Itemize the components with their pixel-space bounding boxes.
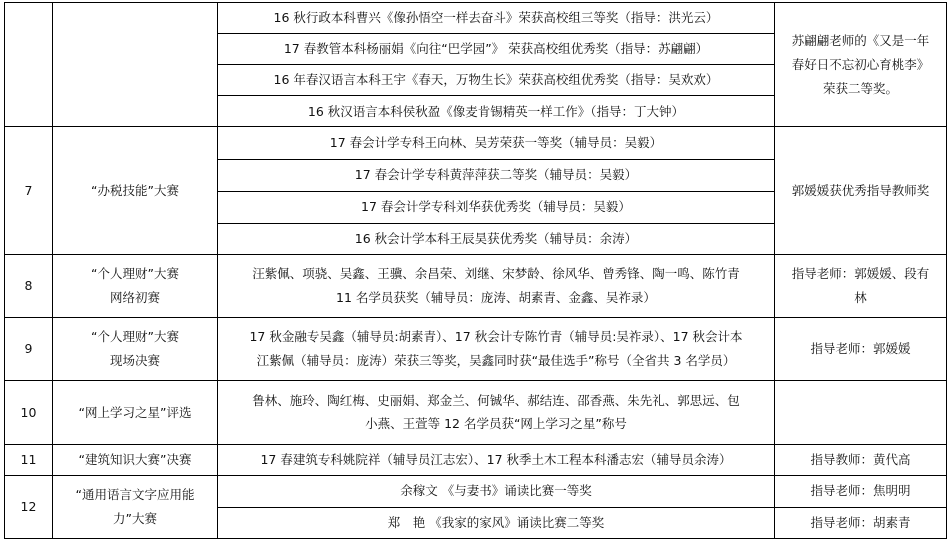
teacher-line: 郭媛媛获优秀指导教师奖 xyxy=(791,182,930,198)
competition-line: “办税技能”大赛 xyxy=(91,182,179,198)
detail-cell: 郑 艳 《我家的家风》诵读比赛二等奖 xyxy=(218,507,775,538)
detail-cell: 17 春会计学专科黄萍萍获二等奖（辅导员：吴毅） xyxy=(218,159,775,191)
detail-cell: 16 秋会计学本科王辰昊获优秀奖（辅导员：余涛） xyxy=(218,223,775,254)
table-row xyxy=(5,475,947,507)
table-row xyxy=(5,444,947,475)
detail-line: 鲁林、施玲、陶红梅、史丽娟、郑金兰、何铖华、郝结连、邵香燕、朱先礼、郭思远、包 xyxy=(252,392,740,408)
teacher-line: 指导老师：郭媛媛、段有 xyxy=(791,266,930,282)
teacher-cell xyxy=(775,444,947,475)
detail-line: 小燕、王萱等 12 名学员获“网上学习之星”称号 xyxy=(365,416,627,432)
competition-cell xyxy=(53,127,218,254)
table-row xyxy=(5,318,947,381)
table-row xyxy=(5,381,947,444)
teacher-cell xyxy=(775,254,947,317)
competition-line: 力”大赛 xyxy=(113,510,157,526)
row-number-cell: 7 xyxy=(5,127,53,254)
detail-cell: 余稼文 《与妻书》诵读比赛一等奖 xyxy=(218,475,775,507)
teacher-cell: 指导老师：焦明明 xyxy=(775,475,947,507)
teacher-cell xyxy=(775,127,947,254)
competition-cell xyxy=(53,254,218,317)
teacher-cell xyxy=(775,381,947,444)
detail-cell: 17 春会计学专科刘华获优秀奖（辅导员：吴毅） xyxy=(218,191,775,223)
teacher-line: 指导老师：郭媛媛 xyxy=(810,341,911,357)
teacher-cell xyxy=(775,3,947,127)
detail-cell: 17 春会计学专科王向林、吴芳荣获一等奖（辅导员：吴毅） xyxy=(218,127,775,159)
competition-cell xyxy=(53,381,218,444)
awards-table xyxy=(4,2,947,539)
row-number-cell: 12 xyxy=(5,475,53,538)
detail-cell: 16 秋汉语言本科侯秋盈《像麦肯锡精英一样工作》（指导：丁大钟） xyxy=(218,96,775,127)
competition-line: “个人理财”大赛 xyxy=(91,329,179,345)
detail-line: 江紫佩（辅导员：庞涛）荣获三等奖，吴鑫同时获“最佳选手”称号（全省共 3 名学员） xyxy=(256,353,736,369)
detail-cell: 16 年春汉语言本科王宇《春天，万物生长》荣获高校组优秀奖（指导：吴欢欢） xyxy=(218,65,775,96)
competition-cell xyxy=(53,444,218,475)
detail-cell xyxy=(218,381,775,444)
teacher-line: 荣获二等奖。 xyxy=(822,80,898,96)
competition-line: “建筑知识大赛”决赛 xyxy=(78,451,192,467)
teacher-line: 指导教师：黄代高 xyxy=(810,451,911,467)
detail-cell xyxy=(218,318,775,381)
row-number-cell: 9 xyxy=(5,318,53,381)
competition-line: “通用语言文字应用能 xyxy=(75,487,195,503)
competition-line: 现场决赛 xyxy=(109,353,160,369)
competition-cell xyxy=(53,3,218,127)
detail-line: 汪紫佩、项骁、吴鑫、王骥、余昌荣、刘继、宋梦龄、徐风华、曾秀锋、陶一鸣、陈竹青 xyxy=(252,266,740,282)
detail-cell xyxy=(218,444,775,475)
teacher-line: 林 xyxy=(854,289,867,305)
row-number-cell xyxy=(5,3,53,127)
table-row xyxy=(5,127,947,159)
table-row xyxy=(5,3,947,34)
row-number-cell: 10 xyxy=(5,381,53,444)
competition-line: “网上学习之星”评选 xyxy=(78,404,192,420)
table-row xyxy=(5,254,947,317)
detail-line: 17 秋金融专吴鑫（辅导员:胡素青）、17 秋会计专陈竹青（辅导员:吴祚录）、17 秋会计本 xyxy=(249,329,743,345)
competition-cell xyxy=(53,318,218,381)
teacher-line: 苏翩翩老师的《又是一年 xyxy=(791,33,930,49)
teacher-cell: 指导老师：胡素青 xyxy=(775,507,947,538)
detail-line: 11 名学员获奖（辅导员：庞涛、胡素青、金鑫、吴祚录） xyxy=(336,289,656,305)
teacher-cell xyxy=(775,318,947,381)
teacher-line: 春好日不忘初心育桃李》 xyxy=(791,56,930,72)
row-number-cell: 11 xyxy=(5,444,53,475)
row-number-cell: 8 xyxy=(5,254,53,317)
detail-cell: 17 春教管本科杨丽娟《向往“巴学园”》 荣获高校组优秀奖（指导：苏翩翩） xyxy=(218,34,775,65)
detail-line: 17 春建筑专科姚院祥（辅导员江志宏）、17 秋季土木工程本科潘志宏（辅导员余涛） xyxy=(260,451,732,467)
competition-line: 网络初赛 xyxy=(109,289,160,305)
competition-line: “个人理财”大赛 xyxy=(91,266,179,282)
detail-cell: 16 秋行政本科曹兴《像孙悟空一样去奋斗》荣获高校组三等奖（指导：洪光云） xyxy=(218,3,775,34)
detail-cell xyxy=(218,254,775,317)
competition-cell xyxy=(53,475,218,538)
